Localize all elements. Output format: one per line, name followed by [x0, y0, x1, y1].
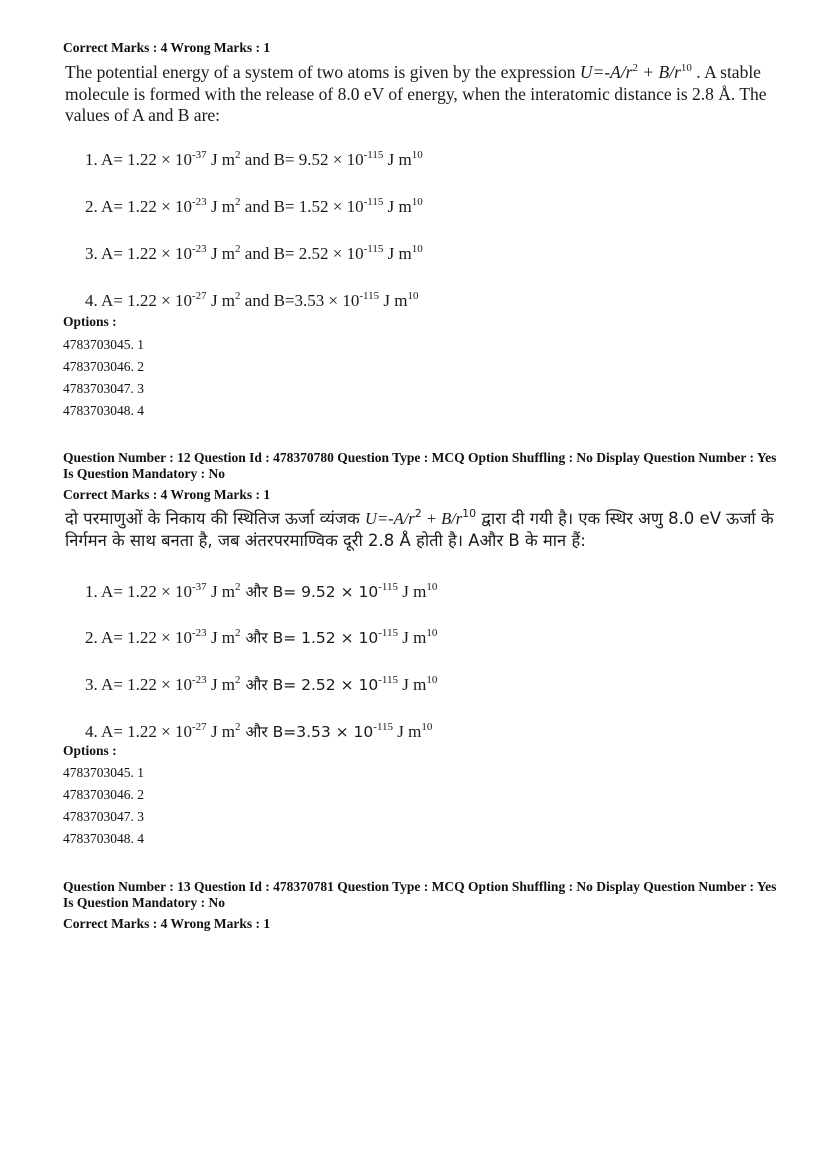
q12-choice-2: 2. $A= 1.22 \times 10^{-23}$ J $m^2$ और $B= 1.52 \times 10^{-115}$ J $m^{10}$	[85, 627, 438, 647]
q13-header: Question Number : 13 Question Id : 478370781 Question Type : MCQ Option Shuffling : No Display Question Number : Yes Is Question Mandatory : No	[63, 879, 777, 910]
q11-question-text: The potential energy of a system of two atoms is given by the expression $U=-A/r^2 + B/r^{10}$ . A stable molecule is formed with the release of 8.0 eV of energy, when the interatomic distance is 2.8 Å. The values of A and B are:	[65, 62, 767, 125]
q12-option-id-2: 4783703046. 2	[63, 787, 144, 802]
q12-choice-1: 1. $A= 1.22 \times 10^{-37}$ J $m^2$ और $B= 9.52 \times 10^{-115}$ J $m^{10}$	[85, 581, 438, 601]
q11-choice-2: 2. $A= 1.22 \times 10^{-23}$ J $m^2$ and $B= 1.52 \times 10^{-115}$ J $m^{10}$	[85, 196, 423, 216]
q13-marks: Correct Marks : 4 Wrong Marks : 1	[63, 916, 271, 931]
q12-header: Question Number : 12 Question Id : 478370780 Question Type : MCQ Option Shuffling : No Display Question Number : Yes Is Question Mandatory : No	[63, 450, 777, 481]
q12-question-text: दो परमाणुओं के निकाय की स्थितिज ऊर्जा व्यंजक $U=-A/r^2 + B/r^{10}$ द्वारा दी गयी है। एक स्थिर अणु 8.0 eV ऊर्जा के निर्गमन के साथ बनता है, जब अंतरपरमाण्विक दूरी 2.8 Å होती है। Aऔर B के मान हैं:	[65, 507, 774, 550]
q11-option-id-2: 4783703046. 2	[63, 359, 144, 374]
q12-choice-4: 4. $A= 1.22 \times 10^{-27}$ J $m^2$ और $B=3.53 \times 10^{-115}$ J $m^{10}$	[85, 721, 433, 741]
q11-option-id-4: 4783703048. 4	[63, 403, 144, 418]
q12-option-id-1: 4783703045. 1	[63, 765, 144, 780]
q11-choice-1: 1. $A= 1.22 \times 10^{-37}$ J $m^2$ and $B= 9.52 \times 10^{-115}$ J $m^{10}$	[85, 149, 423, 169]
q11-option-id-1: 4783703045. 1	[63, 337, 144, 352]
q11-option-id-3: 4783703047. 3	[63, 381, 144, 396]
q11-options-label: Options :	[63, 314, 117, 329]
q11-choice-3: 3. $A= 1.22 \times 10^{-23}$ J $m^2$ and $B= 2.52 \times 10^{-115}$ J $m^{10}$	[85, 243, 423, 263]
q12-option-id-4: 4783703048. 4	[63, 831, 144, 846]
q12-marks: Correct Marks : 4 Wrong Marks : 1	[63, 487, 271, 502]
q12-choice-3: 3. $A= 1.22 \times 10^{-23}$ J $m^2$ और $B= 2.52 \times 10^{-115}$ J $m^{10}$	[85, 674, 438, 694]
q11-choice-4: 4. $A= 1.22 \times 10^{-27}$ J $m^2$ and $B=3.53 \times 10^{-115}$ J $m^{10}$	[85, 290, 419, 310]
q12-option-id-3: 4783703047. 3	[63, 809, 144, 824]
q12-options-label: Options :	[63, 743, 117, 758]
q11-marks: Correct Marks : 4 Wrong Marks : 1	[63, 40, 271, 55]
